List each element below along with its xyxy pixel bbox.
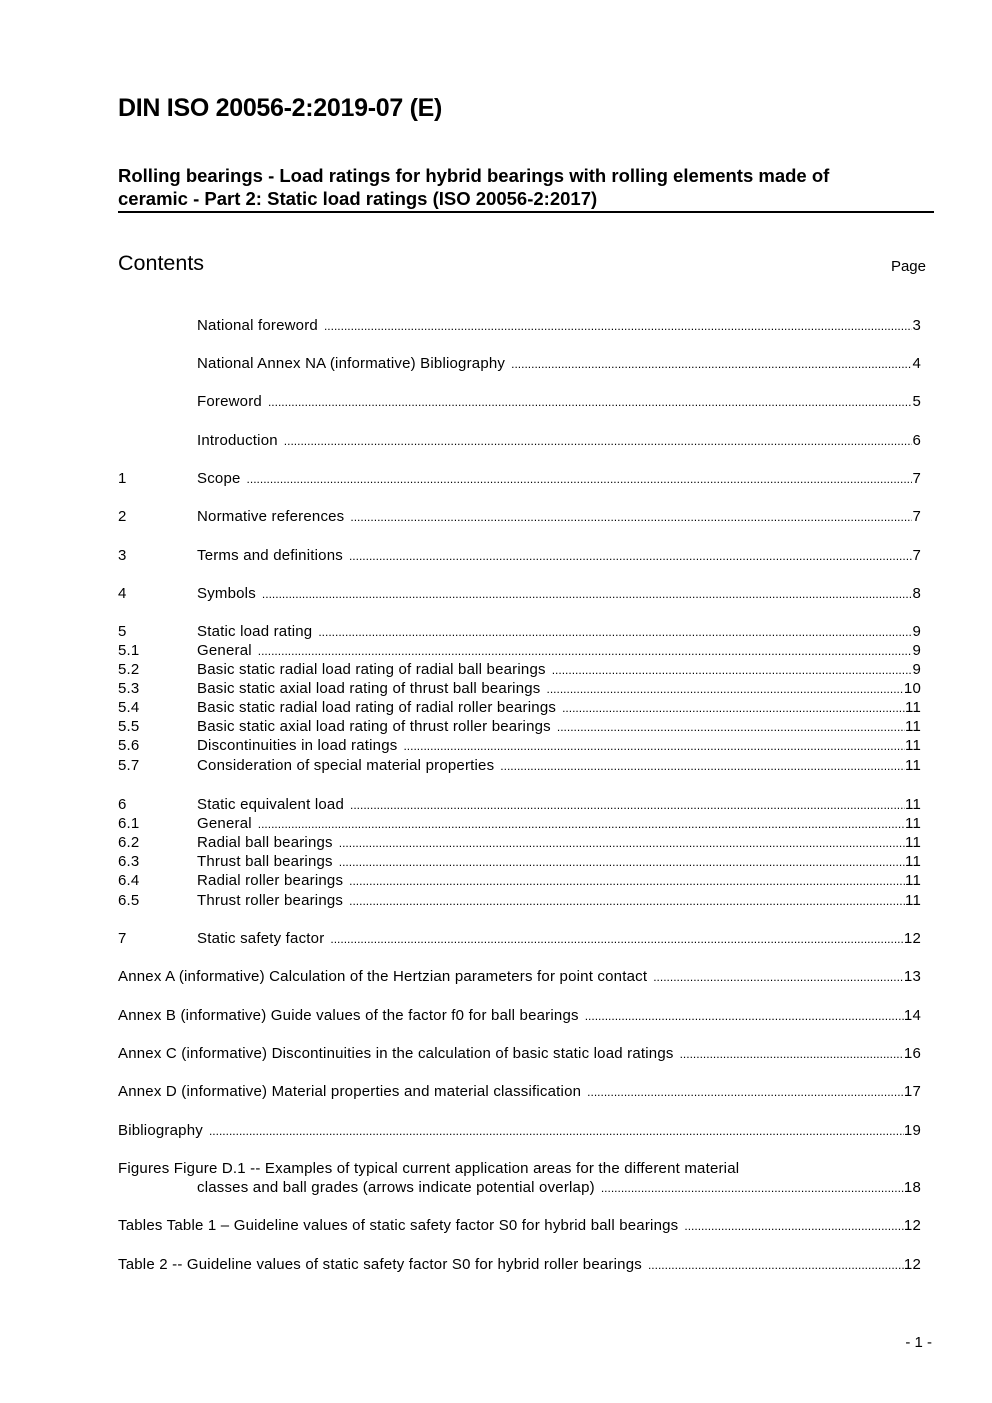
toc-page: 17: [903, 1083, 921, 1100]
toc-entry[interactable]: [118, 795, 921, 814]
toc-page: 11: [905, 872, 921, 889]
toc-text: Annex C (informative) Discontinuities in the calculation of basic static load ratings: [118, 1045, 674, 1062]
toc-entry[interactable]: [118, 316, 921, 335]
toc-number: 5.5: [118, 718, 140, 735]
toc-entry[interactable]: [118, 641, 921, 660]
toc-number: 5.1: [118, 642, 140, 659]
toc-page: 14: [903, 1007, 921, 1024]
toc-page: 7: [912, 547, 921, 564]
toc-text-continued: classes and ball grades (arrows indicate potential overlap): [197, 1179, 595, 1196]
toc-entry[interactable]: [118, 736, 921, 755]
toc-text: Radial ball bearings: [197, 834, 333, 851]
toc-entry[interactable]: [118, 584, 921, 603]
toc-number: 5: [118, 623, 127, 640]
toc-text: Radial roller bearings: [197, 872, 344, 889]
toc-page: 3: [912, 317, 921, 334]
toc-number: 3: [118, 547, 127, 564]
toc-number: 6.3: [118, 853, 140, 870]
toc-entry[interactable]: [118, 967, 921, 986]
toc-text: General: [197, 642, 252, 659]
toc-page: 11: [905, 853, 921, 870]
toc-leader: [209, 1122, 904, 1141]
toc-entry[interactable]: [118, 392, 921, 411]
toc-leader: [339, 853, 905, 872]
toc-leader: [403, 737, 905, 756]
toc-page: 8: [912, 585, 921, 602]
toc-text: Introduction: [197, 432, 278, 449]
toc-leader: [349, 547, 913, 566]
document-id: DIN ISO 20056-2:2019-07 (E): [118, 94, 443, 122]
toc-entry[interactable]: [118, 1082, 921, 1101]
toc-text: Figures Figure D.1 -- Examples of typical current application areas for the different material: [118, 1160, 740, 1177]
toc-page: 19: [903, 1122, 921, 1139]
toc-entry[interactable]: [118, 756, 921, 775]
toc-text: Static safety factor: [197, 930, 325, 947]
toc-entry[interactable]: [118, 871, 921, 890]
document-title: [118, 164, 934, 213]
toc-text: Basic static radial load rating of radial roller bearings: [197, 699, 557, 716]
toc-page: 11: [905, 699, 921, 716]
toc-number: 5.2: [118, 661, 140, 678]
toc-leader: [500, 757, 905, 776]
toc-page: 11: [905, 796, 921, 813]
toc-leader: [284, 432, 913, 451]
page-column-heading: Page: [890, 258, 926, 275]
toc-entry[interactable]: [118, 717, 921, 736]
toc-leader: [268, 393, 912, 412]
toc-leader: [330, 930, 904, 949]
toc-entry[interactable]: [118, 546, 921, 565]
toc-entry[interactable]: [118, 814, 921, 833]
toc-number: 2: [118, 508, 127, 525]
toc-entry[interactable]: [118, 1255, 921, 1274]
toc-entry[interactable]: [118, 507, 921, 526]
toc-page: 11: [905, 757, 921, 774]
toc-entry[interactable]: [118, 852, 921, 871]
toc-number: 6.1: [118, 815, 140, 832]
toc-leader: [546, 680, 903, 699]
toc-text: Scope: [197, 470, 241, 487]
toc-leader: [318, 623, 912, 642]
toc-number: 1: [118, 470, 127, 487]
toc-entry[interactable]: [118, 698, 921, 717]
page-number: - 1 -: [905, 1334, 932, 1351]
toc-leader: [552, 661, 913, 680]
toc-text: Normative references: [197, 508, 345, 525]
toc-text: Symbols: [197, 585, 256, 602]
toc-page: 9: [912, 661, 921, 678]
toc-number: 5.7: [118, 757, 140, 774]
toc-entry[interactable]: [118, 1216, 921, 1235]
toc-page: 18: [903, 1179, 921, 1196]
toc-leader: [350, 796, 905, 815]
toc-leader: [349, 872, 905, 891]
toc-text: Static equivalent load: [197, 796, 344, 813]
toc-text: Thrust roller bearings: [197, 892, 344, 909]
toc-text: Foreword: [197, 393, 262, 410]
toc-leader: [247, 470, 913, 489]
toc-text: Table 2 -- Guideline values of static safety factor S0 for hybrid roller bearings: [118, 1256, 642, 1273]
toc-leader: [350, 508, 912, 527]
toc-text: National foreword: [197, 317, 318, 334]
toc-number: 6.5: [118, 892, 140, 909]
toc-leader: [680, 1045, 904, 1064]
toc-number: 6: [118, 796, 127, 813]
toc-number: 4: [118, 585, 127, 602]
toc-page: 12: [903, 1256, 921, 1273]
toc-leader: [262, 585, 913, 604]
toc-number: 6.4: [118, 872, 140, 889]
toc-leader: [585, 1007, 904, 1026]
toc-entry[interactable]: [118, 469, 921, 488]
toc-text: Tables Table 1 – Guideline values of static safety factor S0 for hybrid ball bearings: [118, 1217, 679, 1234]
toc-text: Bibliography: [118, 1122, 203, 1139]
toc-page: 10: [903, 680, 921, 697]
toc-text: Annex D (informative) Material properties and material classification: [118, 1083, 582, 1100]
toc-number: 5.6: [118, 737, 140, 754]
toc-entry[interactable]: [118, 1006, 921, 1025]
toc-entry[interactable]: [118, 660, 921, 679]
toc-leader: [601, 1179, 904, 1198]
document-title-line-1: Rolling bearings - Load ratings for hybrid bearings with rolling elements made of: [118, 165, 830, 186]
toc-text: Terms and definitions: [197, 547, 343, 564]
toc-leader: [684, 1217, 904, 1236]
toc-entry[interactable]: [118, 1121, 921, 1140]
toc-page: 12: [903, 930, 921, 947]
toc-leader: [557, 718, 905, 737]
toc-text: General: [197, 815, 252, 832]
toc-number: 5.4: [118, 699, 140, 716]
toc-leader: [258, 815, 905, 834]
toc-text: Discontinuities in load ratings: [197, 737, 398, 754]
toc-entry-multiline[interactable]: [118, 1159, 921, 1197]
toc-page: 11: [905, 718, 921, 735]
toc-page: 12: [903, 1217, 921, 1234]
toc-text: National Annex NA (informative) Bibliography: [197, 355, 506, 372]
toc-entry[interactable]: [118, 891, 921, 910]
toc-page: 11: [905, 892, 921, 909]
toc-text: Annex B (informative) Guide values of the factor f0 for ball bearings: [118, 1007, 579, 1024]
toc-entry[interactable]: [118, 622, 921, 641]
toc-leader: [511, 355, 912, 374]
toc-text: Basic static axial load rating of thrust roller bearings: [197, 718, 551, 735]
toc-text: Basic static radial load rating of radial ball bearings: [197, 661, 546, 678]
toc-leader: [349, 892, 905, 911]
toc-continuation: [118, 1178, 921, 1198]
toc-text: Basic static axial load rating of thrust ball bearings: [197, 680, 541, 697]
toc-text: Consideration of special material properties: [197, 757, 495, 774]
toc-number: 7: [118, 930, 127, 947]
toc-text: Static load rating: [197, 623, 313, 640]
document-title-line-2: ceramic - Part 2: Static load ratings (ISO 20056-2:2017): [118, 188, 598, 209]
toc-leader: [562, 699, 905, 718]
toc-page: 9: [912, 623, 921, 640]
toc-page: 16: [903, 1045, 921, 1062]
toc-text: Annex A (informative) Calculation of the Hertzian parameters for point contact: [118, 968, 648, 985]
toc-entry[interactable]: [118, 679, 921, 698]
toc-page: 11: [905, 834, 921, 851]
toc-entry[interactable]: [118, 833, 921, 852]
toc-leader: [648, 1256, 904, 1275]
toc-leader: [258, 642, 913, 661]
toc-number: 5.3: [118, 680, 140, 697]
toc-leader: [653, 968, 904, 987]
toc-page: 7: [912, 508, 921, 525]
toc-page: 11: [905, 815, 921, 832]
toc-page: 11: [905, 737, 921, 754]
toc-page: 7: [912, 470, 921, 487]
toc-page: 13: [903, 968, 921, 985]
toc-page: 6: [912, 432, 921, 449]
toc-entry[interactable]: [118, 431, 921, 450]
toc-page: 9: [912, 642, 921, 659]
toc-entry[interactable]: [118, 929, 921, 948]
toc-page: 5: [912, 393, 921, 410]
toc-leader: [324, 317, 912, 336]
toc-leader: [339, 834, 905, 853]
toc-entry[interactable]: [118, 354, 921, 373]
contents-heading: Contents: [118, 251, 205, 275]
toc-number: 6.2: [118, 834, 140, 851]
toc-page: 4: [912, 355, 921, 372]
toc-entry[interactable]: [118, 1044, 921, 1063]
toc-leader: [587, 1083, 904, 1102]
toc-text: Thrust ball bearings: [197, 853, 333, 870]
